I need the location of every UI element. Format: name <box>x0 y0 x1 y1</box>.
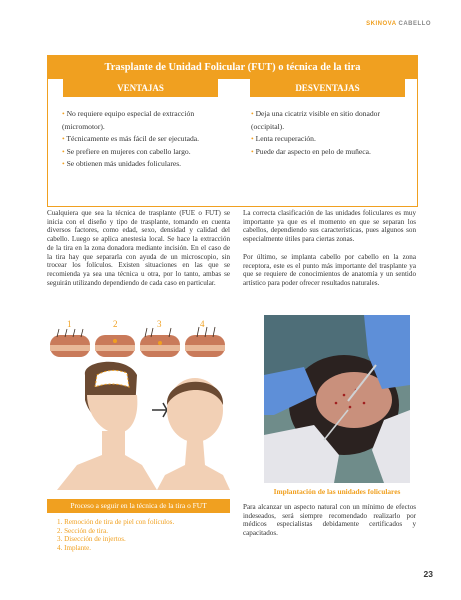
paragraph-intro: Cualquiera que sea la técnica de trasplante (FUE o FUT) se inicia con el diseño y tipo de trasplante, tomando en cuenta diversos factores, como edad, sexo, densidad y calidad del cabello. Luego se aplica anestesia local. Se hace la extracción de la tira en la zona donadora mediante incisión. En el caso de la tira hay que separarla con ayuda de un microscopio, sin trocear los folículos. Existen situaciones en las que se recomienda ya sea una técnica u otra, por lo tanto, ambas se seguirán utilizando dependiendo de cada caso en particular. <box>47 209 230 287</box>
advantage-item: • Técnicamente es más fácil de ser ejecutada. <box>62 134 200 144</box>
bullet-icon: • <box>251 146 256 156</box>
bullet-icon: • <box>62 134 67 144</box>
bullet-icon: • <box>62 146 67 156</box>
advantage-item: • No requiere equipo especial de extracción (micromotor). <box>62 109 195 131</box>
paragraph-recommendation: Para alcanzar un aspecto natural con un mínimo de efectos indeseados, será siempre recomendado realizarlo por médicos especialistas debidamente certificados y capacitados. <box>243 503 416 538</box>
follicle-diagrams <box>50 327 225 357</box>
step-item: 1. Remoción de tira de piel con folículos. <box>57 518 175 526</box>
steps-list <box>57 518 174 552</box>
page-number: 23 <box>423 569 433 579</box>
step-item: 3. Disección de injertos. <box>57 535 126 543</box>
paragraph-classification: La correcta clasificación de las unidades foliculares es muy importante ya que es el momento en que se separan los cabellos, dependiendo sus características, pues algunos son especialmente útiles para ciertas zonas. <box>243 209 416 244</box>
running-header <box>366 21 431 27</box>
step-item: 2. Sección de tira. <box>57 526 109 535</box>
bullet-icon: • <box>62 109 67 118</box>
step-item: 4. Implante. <box>57 543 92 552</box>
step-number: 1 <box>67 319 72 329</box>
box-title: Trasplante de Unidad Folicular (FUT) o técnica de la tira <box>48 56 417 79</box>
comparison-box <box>47 55 418 207</box>
step-number: 3 <box>157 319 162 329</box>
advantage-item: • Se obtienen más unidades foliculares. <box>62 159 182 169</box>
disadvantages-list <box>251 108 411 158</box>
disadvantage-item: • Lenta recuperación. <box>251 134 316 144</box>
header-section: CABELLO <box>398 21 431 27</box>
fut-process-illustration <box>47 315 230 490</box>
disadvantage-item: • Deja una cicatriz visible en sitio donador (occipital). <box>251 109 380 131</box>
bullet-icon: • <box>251 109 256 118</box>
bullet-icon: • <box>251 134 256 144</box>
disadvantage-item: • Puede dar aspecto en pelo de muñeca. <box>251 146 371 156</box>
advantages-heading: VENTAJAS <box>63 79 218 97</box>
header-brand: SKINOVA <box>366 21 397 27</box>
bullet-icon: • <box>62 159 67 169</box>
photo-caption: Implantación de las unidades foliculares <box>273 487 401 496</box>
step-number: 2 <box>113 319 118 329</box>
disadvantages-heading: DESVENTAJAS <box>250 79 405 97</box>
advantages-list <box>62 108 232 171</box>
step-number: 4 <box>200 319 205 329</box>
advantage-item: • Se prefiere en mujeres con cabello largo. <box>62 146 191 156</box>
paragraph-implant: Por último, se implanta cabello por cabello en la zona receptora, este es el punto más importante del trasplante ya que se requiere de conocimientos de anatomía y un sentido artístico para poder ofrecer resultados naturales. <box>243 253 416 288</box>
steps-box-title: Proceso a seguir en la técnica de la tira o FUT <box>47 499 230 513</box>
surgery-photo <box>264 315 410 483</box>
